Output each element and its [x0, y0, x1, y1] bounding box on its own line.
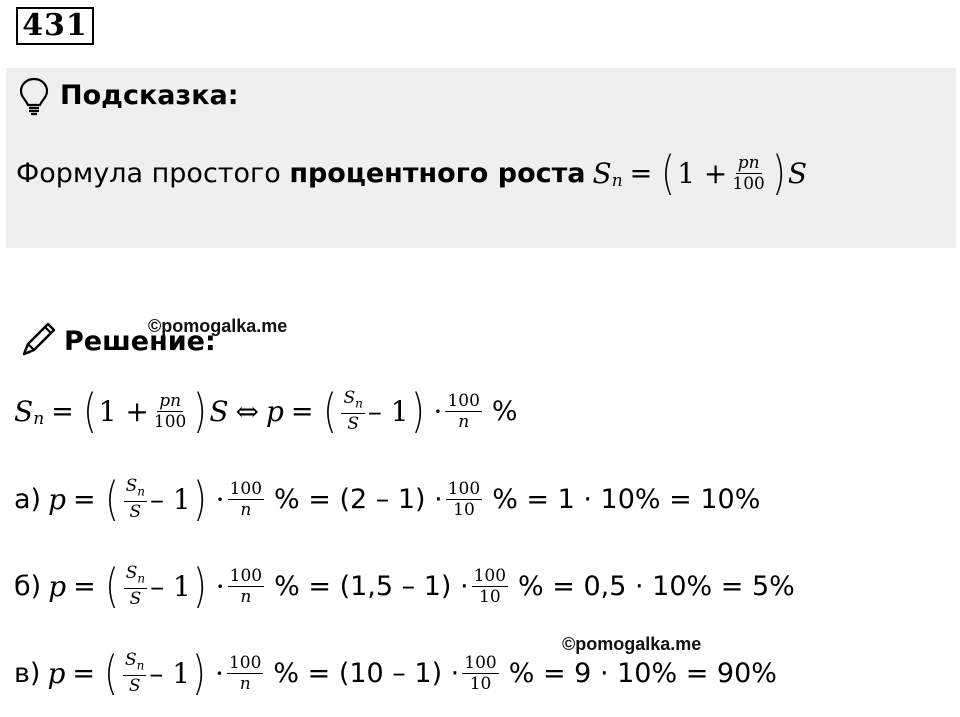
ratio-fraction	[124, 476, 147, 522]
dot: ·	[215, 482, 225, 516]
hundred-fraction	[228, 479, 264, 520]
hint-title: Подсказка:	[60, 80, 239, 111]
ratio-den: S	[129, 589, 142, 610]
gen-frac-den: 100	[153, 411, 187, 432]
item-result: % = 1 · 10% = 10%	[492, 483, 761, 515]
hundred-num: 100	[229, 478, 263, 499]
fraction-denominator: 100	[732, 173, 765, 194]
hundred-num: 100	[228, 652, 262, 673]
value-num: 100	[464, 652, 497, 673]
formula-one-plus: 1 +	[677, 156, 728, 190]
paren-open: (	[83, 384, 97, 439]
hint-text-bold: процентного роста	[289, 157, 586, 189]
watermark: ©pomogalka.me	[562, 634, 702, 654]
ratio-fraction	[341, 388, 364, 434]
item-p: p	[47, 656, 66, 690]
gen-fraction	[152, 391, 188, 432]
item-calc: % = (2 – 1) ·	[274, 483, 443, 515]
ratio-den: S	[128, 676, 141, 697]
value-den: 10	[453, 499, 475, 520]
minus-one: – 1	[367, 394, 409, 428]
dot: ·	[215, 656, 224, 690]
ratio-num: $S_n$	[124, 476, 147, 502]
ratio-den: S	[129, 502, 142, 523]
item-label: в)	[14, 657, 41, 689]
formula-lhs: S	[592, 156, 612, 190]
value-den: 10	[479, 586, 501, 607]
minus-one: – 1	[150, 482, 191, 516]
item-eq: =	[73, 570, 96, 602]
hundred-den: n	[240, 499, 252, 520]
item-p: p	[48, 569, 67, 603]
formula-rhs: S	[787, 156, 807, 190]
formula-lhs-sub: n	[611, 171, 623, 191]
hundred-fraction	[227, 653, 263, 694]
hundred-fraction	[445, 391, 481, 432]
hundred-num: 100	[229, 565, 263, 586]
watermark: ©pomogalka.me	[148, 316, 288, 336]
gen-rhs: S	[209, 394, 229, 428]
value-num: 100	[447, 478, 481, 499]
solution-item-c	[14, 646, 777, 701]
gen-p: p	[265, 394, 284, 428]
lightbulb-icon	[18, 76, 50, 118]
hundred-den: n	[240, 586, 252, 607]
paren-open: (	[322, 384, 337, 439]
ratio-num: $S_n$	[123, 650, 146, 676]
dot: ·	[433, 394, 443, 428]
hundred-fraction	[228, 566, 264, 607]
item-label: б)	[14, 570, 42, 602]
item-p: p	[48, 482, 67, 516]
paren-close: )	[772, 146, 786, 200]
gen-lhs-sub: n	[33, 409, 45, 430]
percent: %	[491, 395, 518, 427]
paren-open: (	[104, 559, 119, 614]
item-eq: =	[72, 657, 96, 689]
solution-title: Решение:	[64, 326, 216, 357]
gen-eq: =	[51, 395, 74, 427]
fraction-numerator: pn	[737, 152, 760, 173]
paren-close: )	[192, 646, 206, 701]
paren-open: (	[104, 472, 119, 527]
paren-close: )	[193, 559, 207, 614]
item-eq: =	[73, 483, 96, 515]
value-num: 100	[473, 565, 507, 586]
ratio-num: $S_n$	[341, 388, 364, 414]
gen-frac-num: pn	[159, 390, 182, 411]
value-den: 10	[469, 673, 492, 694]
item-calc: % = (1,5 – 1) ·	[274, 570, 469, 602]
ratio-fraction	[124, 563, 147, 609]
general-formula	[14, 384, 518, 439]
task-number: 431	[16, 7, 94, 45]
paren-close: )	[192, 472, 207, 527]
ratio-den: S	[347, 414, 359, 435]
hint-text	[16, 146, 807, 200]
paren-close: )	[410, 384, 425, 439]
ratio-fraction	[123, 650, 146, 696]
minus-one: – 1	[149, 656, 191, 690]
item-calc: % = (10 – 1) ·	[273, 657, 460, 689]
formula-eq: =	[629, 157, 653, 189]
dot: ·	[215, 569, 225, 603]
value-fraction	[462, 653, 498, 694]
pencil-icon	[18, 318, 60, 360]
gen-eq2: =	[290, 395, 314, 427]
gen-one-plus: 1 +	[98, 394, 149, 428]
gen-lhs: S	[14, 394, 34, 428]
hint-text-before: Формула простого	[16, 157, 290, 189]
formula-fraction	[730, 153, 766, 194]
item-result: % = 0,5 · 10% = 5%	[518, 570, 795, 602]
paren-open: (	[661, 146, 675, 200]
solution-item-b	[14, 559, 795, 614]
iff-symbol: ⇔	[235, 394, 259, 428]
hundred-num: 100	[447, 390, 480, 411]
value-fraction	[472, 566, 508, 607]
paren-open: (	[104, 646, 118, 701]
minus-one: – 1	[150, 569, 191, 603]
hundred-den: n	[239, 673, 251, 694]
item-result: % = 9 · 10% = 90%	[508, 657, 777, 689]
paren-close: )	[193, 384, 208, 439]
hundred-den: n	[458, 411, 470, 432]
ratio-num: $S_n$	[124, 563, 147, 589]
solution-item-a	[14, 472, 761, 527]
value-fraction	[446, 479, 482, 520]
item-label: а)	[14, 483, 42, 515]
